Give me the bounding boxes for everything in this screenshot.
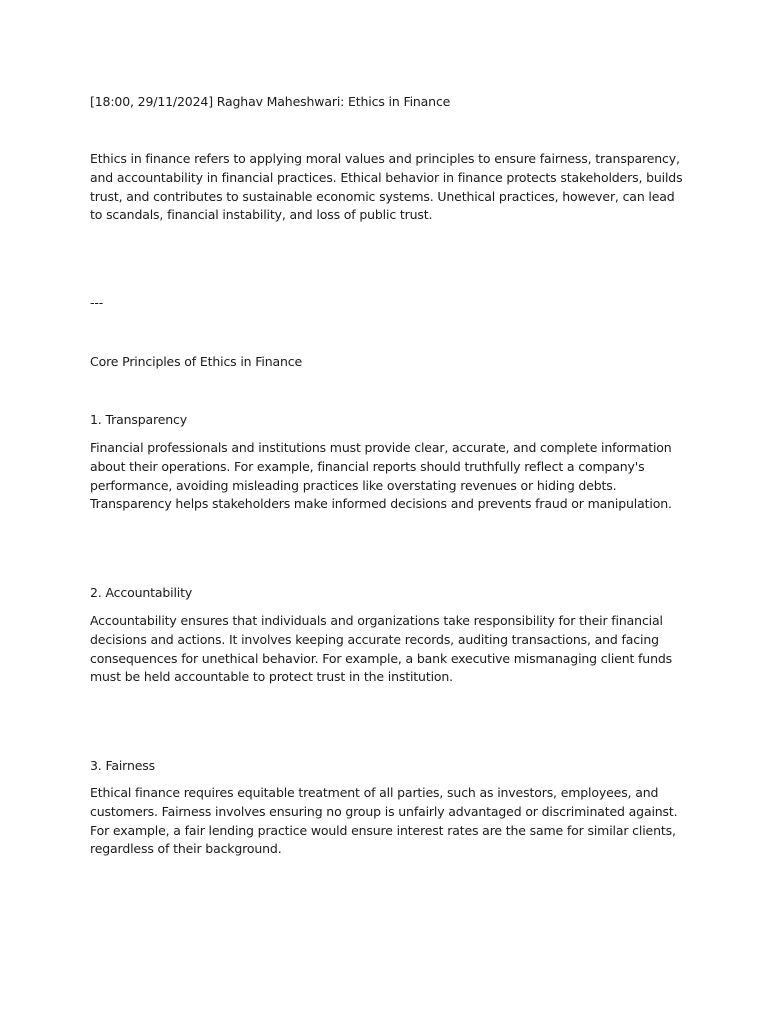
intro-paragraph: Ethics in finance refers to applying moral values and principles to ensure fairness, transparency, and accountability in financial practices. Ethical behavior in finance protects stakeholders, builds trust, and contributes to sustainable economic systems. Unethical practices, however, can lead to scandals, financial instability, and loss of public trust. [90,151,683,223]
principle-heading-fairness: 3. Fairness [90,758,155,773]
principle-body-fairness: Ethical finance requires equitable treatment of all parties, such as investors, employees, and customers. Fairness involves ensuring no group is unfairly advantaged or discriminated against. For example, a fair lending practice would ensure interest rates are the same for similar clients, regardless of their background. [90,785,678,857]
principle-heading-accountability: 2. Accountability [90,585,193,600]
separator: --- [90,295,104,310]
message-header: [18:00, 29/11/2024] Raghav Maheshwari: Ethics in Finance [90,94,451,109]
principle-body-accountability: Accountability ensures that individuals and organizations take responsibility for their financial decisions and actions. It involves keeping accurate records, auditing transactions, and facing consequences for unethical behavior. For example, a bank executive mismanaging client funds must be held accountable to protect trust in the institution. [90,613,672,685]
section-title: Core Principles of Ethics in Finance [90,354,303,369]
principle-body-transparency: Financial professionals and institutions must provide clear, accurate, and complete information about their operations. For example, financial reports should truthfully reflect a company's performance, avoiding misleading practices like overstating revenues or hiding debts. Transparency helps stakeholders make informed decisions and prevents fraud or manipulation. [90,440,672,512]
principle-heading-transparency: 1. Transparency [90,412,188,427]
